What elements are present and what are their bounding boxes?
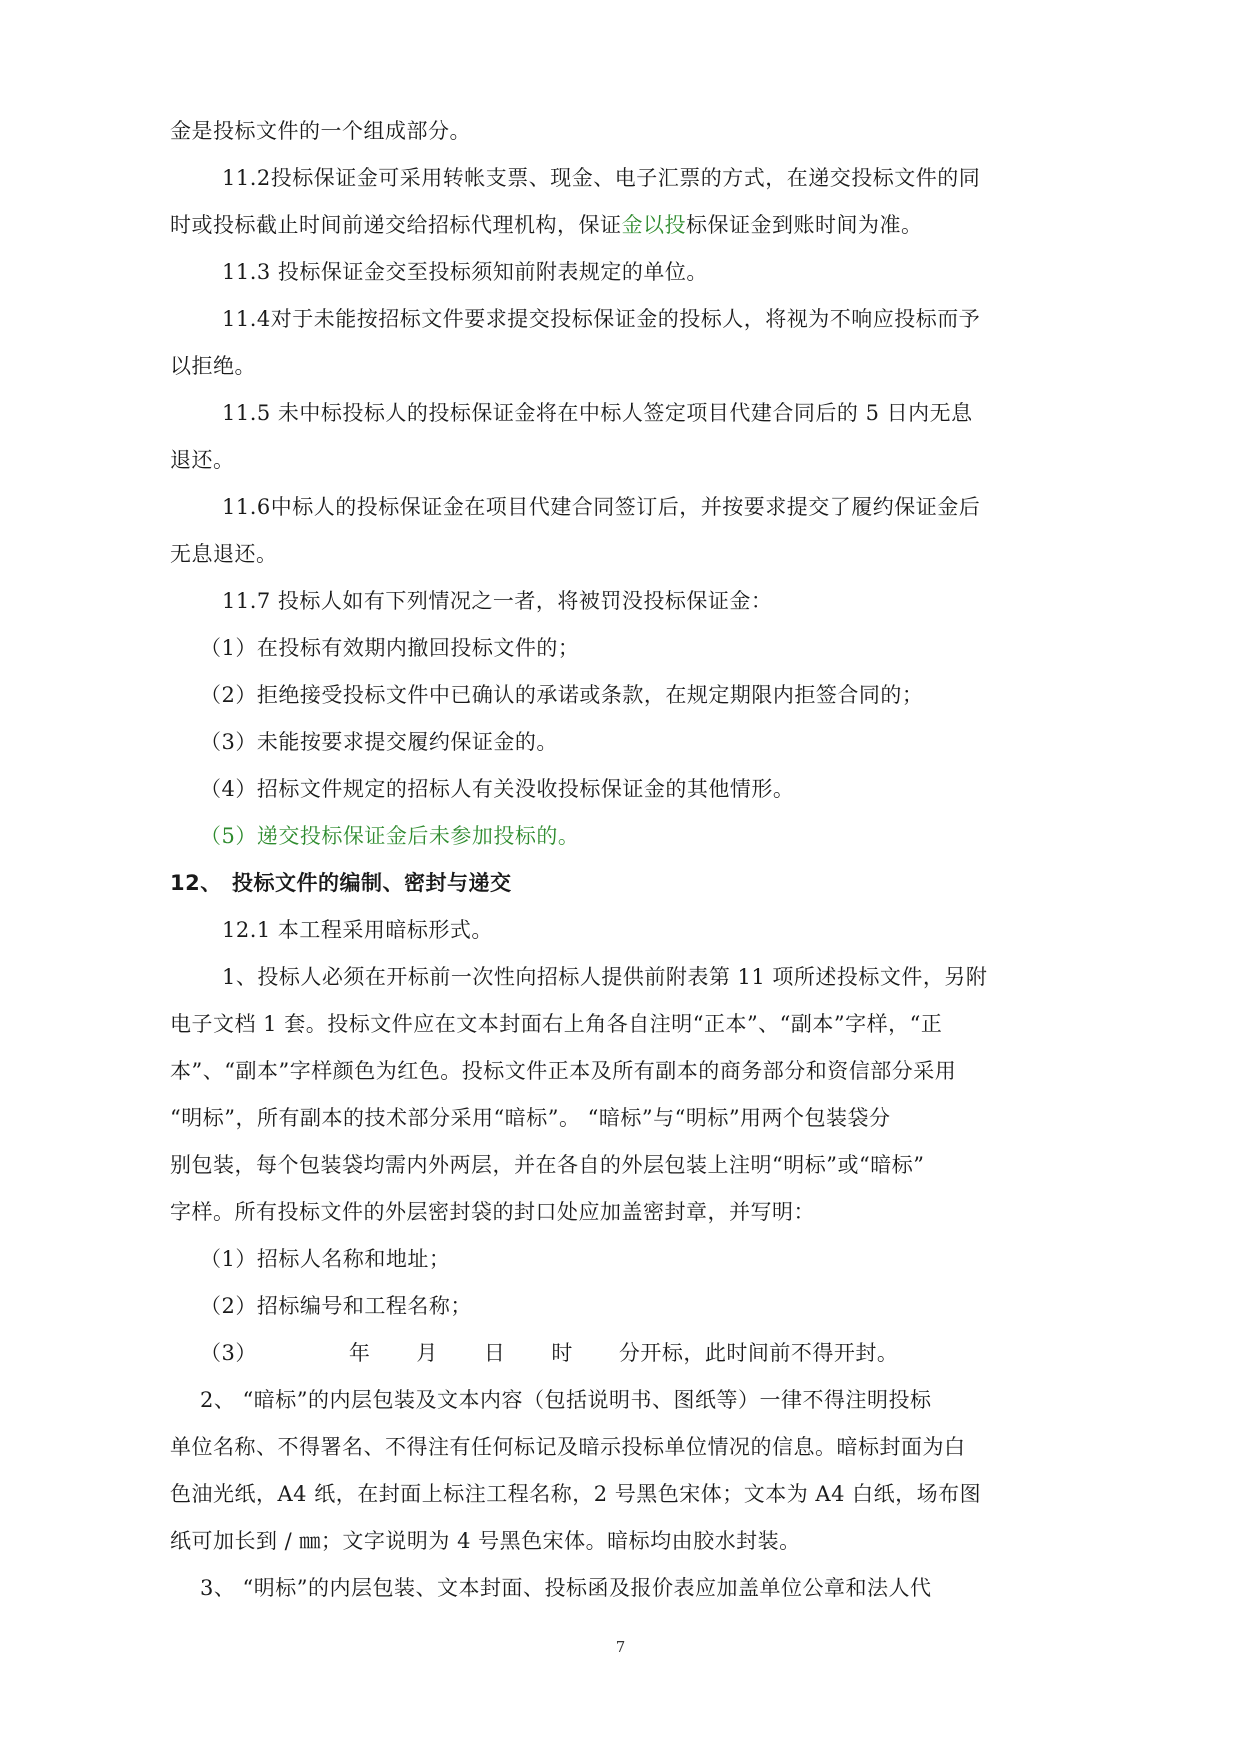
document-body: [170, 108, 1082, 1612]
month-label: 月: [416, 1341, 438, 1365]
paragraph-line: 2、 “暗标”的内层包装及文本内容（包括说明书、图纸等）一律不得注明投标: [200, 1388, 932, 1412]
paragraph-line: 色油光纸，A4 纸，在封面上标注工程名称，2 号黑色宋体；文本为 A4 白纸，场布图: [170, 1482, 982, 1506]
minute-text: 分开标，此时间前不得开封。: [618, 1341, 899, 1365]
paragraph-line: 3、 “明标”的内层包装、文本封面、投标函及报价表应加盖单位公章和法人代: [200, 1576, 932, 1600]
list-item: （2）招标编号和工程名称；: [200, 1294, 472, 1318]
paragraph-line: 纸可加长到 / ㎜；文字说明为 4 号黑色宋体。暗标均由胶水封装。: [170, 1529, 801, 1553]
clause-12-1: 12.1 本工程采用暗标形式。: [222, 918, 493, 942]
section-title: 投标文件的编制、密封与递交: [232, 871, 512, 895]
section-heading-12: [170, 860, 1082, 907]
section-number: 12、: [170, 871, 222, 895]
clause-11-7: 11.7 投标人如有下列情况之一者，将被罚没投标保证金：: [222, 589, 773, 613]
text-run: 标保证金到账时间为准。: [686, 213, 923, 237]
list-item-date-blank: [170, 1330, 1082, 1377]
clause-11-6: 11.6中标人的投标保证金在项目代建合同签订后，并按要求提交了履约保证金后: [222, 495, 981, 519]
day-label: 日: [483, 1341, 506, 1365]
paragraph-line: 退还。: [170, 448, 235, 472]
clause-11-4: 11.4对于未能按招标文件要求提交投标保证金的投标人，将视为不响应投标而予: [222, 307, 981, 331]
page-number: 7: [615, 1638, 626, 1656]
paragraph-line: “明标”，所有副本的技术部分采用“暗标”。 “暗标”与“明标”用两个包装袋分: [170, 1106, 891, 1130]
paragraph-line: 字样。所有投标文件的外层密封袋的封口处应加盖密封章，并写明：: [170, 1200, 815, 1224]
clause-11-5: 11.5 未中标投标人的投标保证金将在中标人签定项目代建合同后的 5 日内无息: [222, 401, 973, 425]
paragraph-line: 以拒绝。: [170, 354, 256, 378]
paragraph-line: 金是投标文件的一个组成部分。: [170, 119, 471, 143]
paragraph-line: 1、投标人必须在开标前一次性向招标人提供前附表第 11 项所述投标文件，另附: [222, 965, 988, 989]
paragraph-line: 电子文档 1 套。投标文件应在文本封面右上角各自注明“正本”、“副本”字样，“正: [170, 1012, 943, 1036]
list-item: （3）未能按要求提交履约保证金的。: [200, 730, 558, 754]
clause-11-3: 11.3 投标保证金交至投标须知前附表规定的单位。: [222, 260, 708, 284]
highlighted-text: 金以投: [621, 213, 686, 237]
list-item: （2）拒绝接受投标文件中已确认的承诺或条款，在规定期限内拒签合同的；: [200, 683, 924, 707]
list-item-highlighted: （5）递交投标保证金后未参加投标的。: [200, 824, 580, 848]
paragraph-line: 无息退还。: [170, 542, 278, 566]
list-item: （4）招标文件规定的招标人有关没收投标保证金的其他情形。: [200, 777, 795, 801]
list-item: （1）招标人名称和地址；: [200, 1247, 451, 1271]
item-number: （3）: [200, 1341, 257, 1365]
year-label: 年: [348, 1341, 371, 1365]
paragraph-line: 单位名称、不得署名、不得注有任何标记及暗示投标单位情况的信息。暗标封面为白: [170, 1435, 966, 1459]
text-run: 时或投标截止时间前递交给招标代理机构，保证: [170, 213, 622, 237]
paragraph-line: 本”、“副本”字样颜色为红色。投标文件正本及所有副本的商务部分和资信部分采用: [170, 1059, 957, 1083]
hour-label: 时: [551, 1341, 573, 1365]
paragraph-line: [170, 202, 1082, 249]
clause-11-2: 11.2投标保证金可采用转帐支票、现金、电子汇票的方式，在递交投标文件的同: [222, 166, 981, 190]
list-item: （1）在投标有效期内撤回投标文件的；: [200, 636, 580, 660]
paragraph-line: 别包装，每个包装袋均需内外两层，并在各自的外层包装上注明“明标”或“暗标”: [170, 1153, 925, 1177]
